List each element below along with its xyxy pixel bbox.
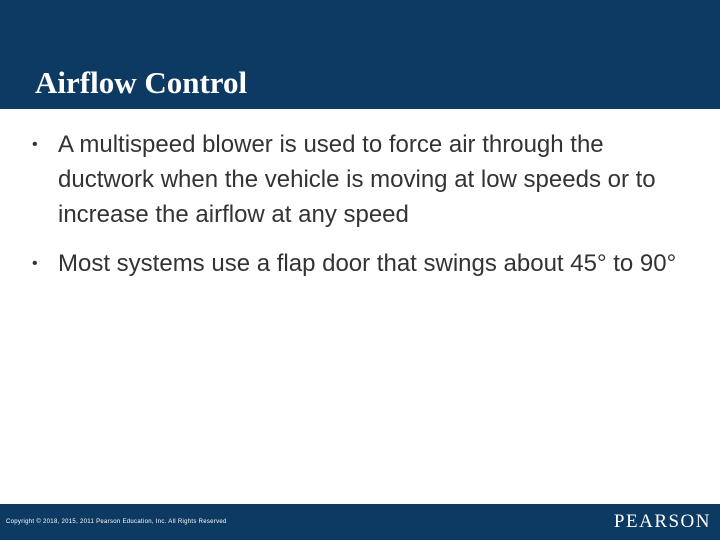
bullet-marker: • bbox=[32, 255, 38, 272]
footer-band bbox=[0, 504, 720, 540]
copyright-notice: Copyright © 2018, 2015, 2011 Pearson Education, Inc. All Rights Reserved bbox=[6, 519, 227, 525]
bullet-text: A multispeed blower is used to force air through the ductwork when the vehicle is moving at low speeds or to increase the airflow at any speed bbox=[58, 131, 656, 228]
bullet-text: Most systems use a flap door that swings about 45° to 90° bbox=[58, 250, 677, 277]
bullet-item bbox=[32, 246, 692, 281]
title-band bbox=[0, 0, 720, 109]
slide-title: Airflow Control bbox=[35, 65, 248, 100]
pearson-logo: PEARSON bbox=[613, 511, 711, 532]
bullet-list bbox=[32, 127, 692, 295]
bullet-item bbox=[32, 127, 692, 232]
bullet-marker: • bbox=[32, 136, 38, 153]
